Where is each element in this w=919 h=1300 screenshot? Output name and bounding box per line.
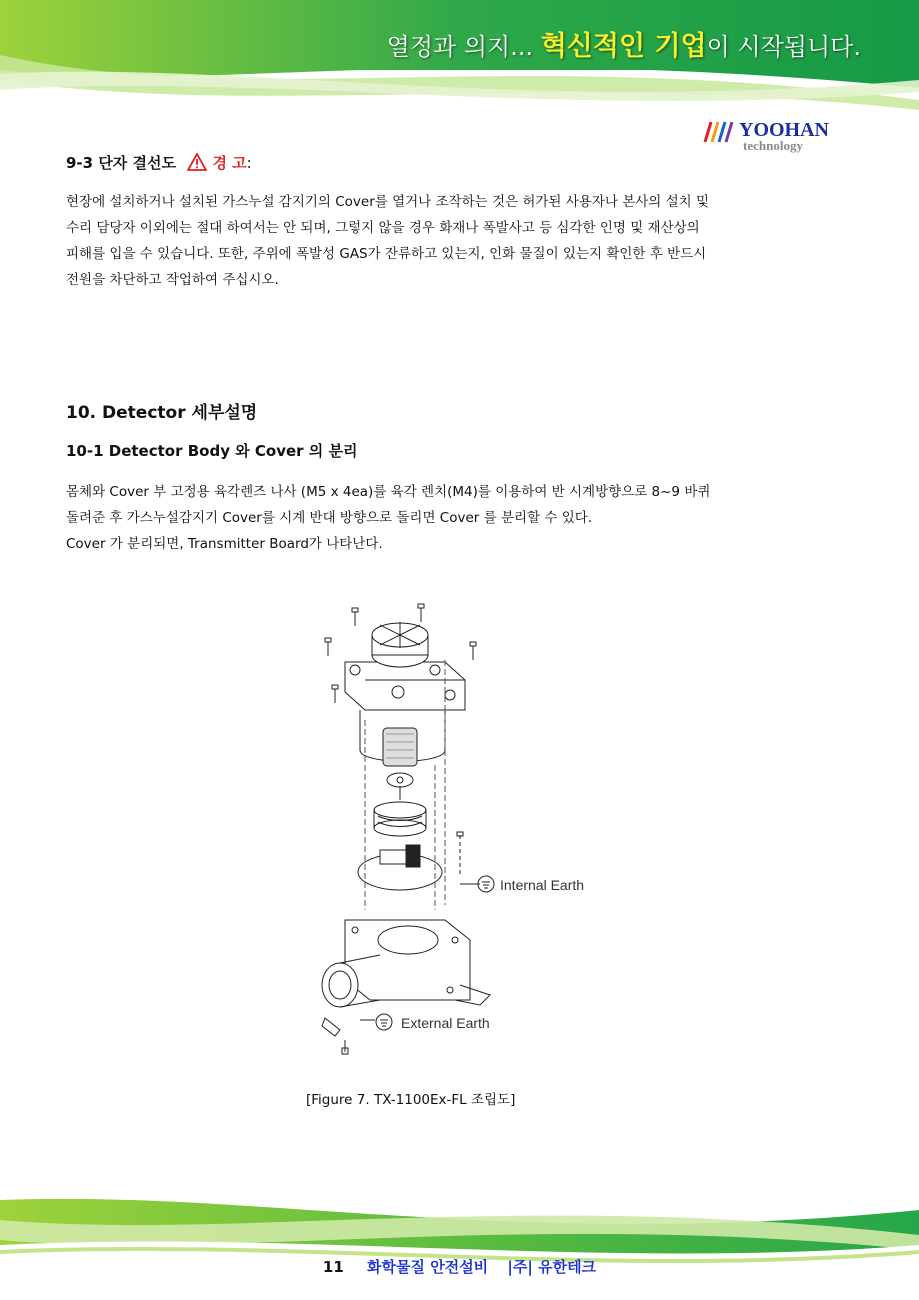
assembly-diagram — [300, 600, 610, 1070]
header-slogan — [387, 24, 861, 63]
warning-icon — [187, 153, 207, 171]
warning-paragraph — [66, 189, 866, 293]
paragraph-line: 피해를 입을 수 있습니다. 또한, 주위에 폭발성 GAS가 잔류하고 있는지, 인화 물질이 있는지 확인한 후 반드시 — [66, 246, 707, 262]
internal-earth-label: Internal Earth — [500, 877, 585, 893]
external-earth-label: External Earth — [401, 1015, 490, 1031]
slogan-pre: 열정과 의지... — [386, 33, 541, 61]
detector-paragraph — [66, 479, 866, 557]
slogan-post: 이 시작됩니다. — [706, 33, 861, 61]
section-10-heading: 10. Detector 세부설명 — [66, 403, 258, 423]
figure-caption: [Figure 7. TX-1100Ex-FL 조립도] — [306, 1092, 516, 1108]
section-9-3-heading — [66, 152, 252, 173]
paragraph-line: 수리 담당자 이외에는 절대 하여서는 안 되며, 그렇지 않을 경우 화재나 폭발사고 등 심각한 인명 및 재산상의 — [66, 220, 700, 236]
page-number: 11 — [322, 1258, 344, 1276]
slogan-highlight: 혁신적인 기업 — [540, 31, 707, 62]
company-logo — [703, 112, 855, 154]
paragraph-line: 돌려준 후 가스누설감지기 Cover를 시계 반대 방향으로 돌리면 Cover 를 분리할 수 있다. — [66, 510, 593, 526]
paragraph-line: 현장에 설치하거나 설치된 가스누설 감지기의 Cover를 열거나 조작하는 것은 허가된 사용자나 본사의 설치 및 — [66, 194, 710, 210]
footer-wave-banner — [0, 1190, 919, 1300]
footer-org: 화학물질 안전설비 — [367, 1258, 489, 1276]
logo-text: YOOHAN — [739, 119, 829, 141]
paragraph-line: Cover 가 분리되면, Transmitter Board가 나타난다. — [66, 536, 383, 552]
section-9-3-title: 9-3 단자 결선도 — [66, 154, 176, 172]
paragraph-line: 전원을 차단하고 작업하여 주십시오. — [66, 272, 279, 288]
paragraph-line: 몸체와 Cover 부 고정용 육각렌즈 나사 (M5 x 4ea)를 육각 렌치(M4)를 이용하여 반 시계방향으로 8~9 바퀴 — [66, 484, 711, 500]
footer-company: |주| 유한테크 — [507, 1258, 597, 1276]
page-footer — [0, 1256, 919, 1277]
logo-sub: technology — [743, 138, 803, 153]
section-10-1-heading: 10-1 Detector Body 와 Cover 의 분리 — [66, 442, 358, 460]
warning-label: 경 고 — [212, 154, 247, 172]
warning-colon: : — [246, 154, 252, 172]
